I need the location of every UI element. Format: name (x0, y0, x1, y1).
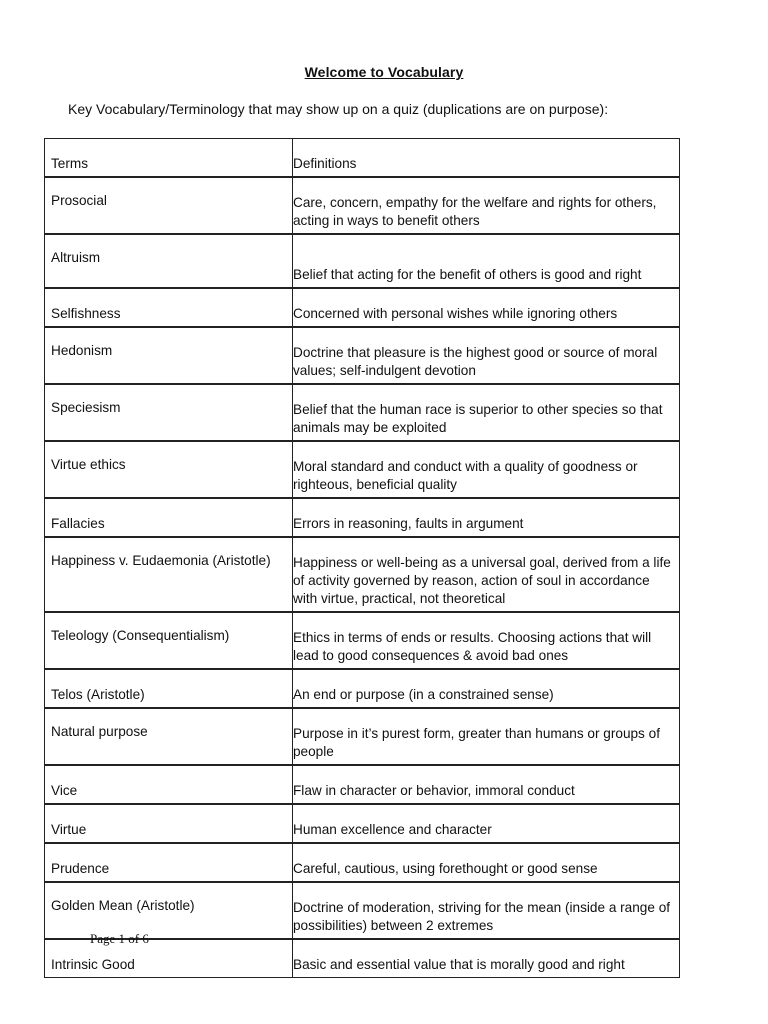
term-cell: Teleology (Consequentialism) (45, 612, 293, 669)
table-row (45, 441, 680, 498)
term-cell: Telos (Aristotle) (45, 669, 293, 708)
term-cell: Virtue ethics (45, 441, 293, 498)
term-cell: Happiness v. Eudaemonia (Aristotle) (45, 537, 293, 612)
definition-cell: Errors in reasoning, faults in argument (293, 498, 680, 537)
table-row (45, 537, 680, 612)
table-row (45, 843, 680, 882)
table-row (45, 612, 680, 669)
header-definitions: Definitions (293, 139, 680, 178)
definition-cell: Basic and essential value that is morally good and right (293, 939, 680, 978)
definition-cell: Belief that the human race is superior to other species so that animals may be exploited (293, 384, 680, 441)
definition-cell: Flaw in character or behavior, immoral conduct (293, 765, 680, 804)
term-cell: Speciesism (45, 384, 293, 441)
term-cell: Natural purpose (45, 708, 293, 765)
definition-cell: Careful, cautious, using forethought or good sense (293, 843, 680, 882)
term-cell: Fallacies (45, 498, 293, 537)
term-cell: Selfishness (45, 288, 293, 327)
table-row (45, 177, 680, 234)
definition-cell: An end or purpose (in a constrained sense) (293, 669, 680, 708)
table-row (45, 327, 680, 384)
table-row (45, 669, 680, 708)
table-row (45, 498, 680, 537)
definition-cell: Doctrine that pleasure is the highest good or source of moral values; self-indulgent devotion (293, 327, 680, 384)
table-row (45, 234, 680, 288)
term-cell: Prosocial (45, 177, 293, 234)
definition-cell: Happiness or well-being as a universal goal, derived from a life of activity governed by reason, action of soul in accordance with virtue, practical, not theoretical (293, 537, 680, 612)
table-row (45, 708, 680, 765)
term-cell: Prudence (45, 843, 293, 882)
table-row (45, 804, 680, 843)
document-title: Welcome to Vocabulary (304, 64, 464, 80)
term-cell: Virtue (45, 804, 293, 843)
definition-cell: Concerned with personal wishes while ignoring others (293, 288, 680, 327)
definition-cell: Ethics in terms of ends or results. Choosing actions that will lead to good consequences & avoid bad ones (293, 612, 680, 669)
term-cell: Hedonism (45, 327, 293, 384)
page-number: Page 1 of 6 (90, 931, 149, 946)
definition-cell: Care, concern, empathy for the welfare and rights for others, acting in ways to benefit others (293, 177, 680, 234)
term-cell: Intrinsic Good (45, 939, 293, 978)
table-row (45, 288, 680, 327)
table-row (45, 765, 680, 804)
term-cell: Altruism (45, 234, 293, 288)
definition-cell: Doctrine of moderation, striving for the mean (inside a range of possibilities) between 2 extremes (293, 882, 680, 939)
intro-text: Key Vocabulary/Terminology that may show up on a quiz (duplications are on purpose): (68, 101, 609, 117)
definition-cell: Human excellence and character (293, 804, 680, 843)
definition-cell: Moral standard and conduct with a quality of goodness or righteous, beneficial quality (293, 441, 680, 498)
table-row (45, 384, 680, 441)
term-cell: Golden Mean (Aristotle) (45, 882, 293, 939)
term-cell: Vice (45, 765, 293, 804)
vocabulary-table (44, 138, 680, 978)
header-terms: Terms (45, 139, 293, 178)
table-header-row (45, 139, 680, 178)
definition-cell: Belief that acting for the benefit of others is good and right (293, 234, 680, 288)
definition-cell: Purpose in it’s purest form, greater than humans or groups of people (293, 708, 680, 765)
